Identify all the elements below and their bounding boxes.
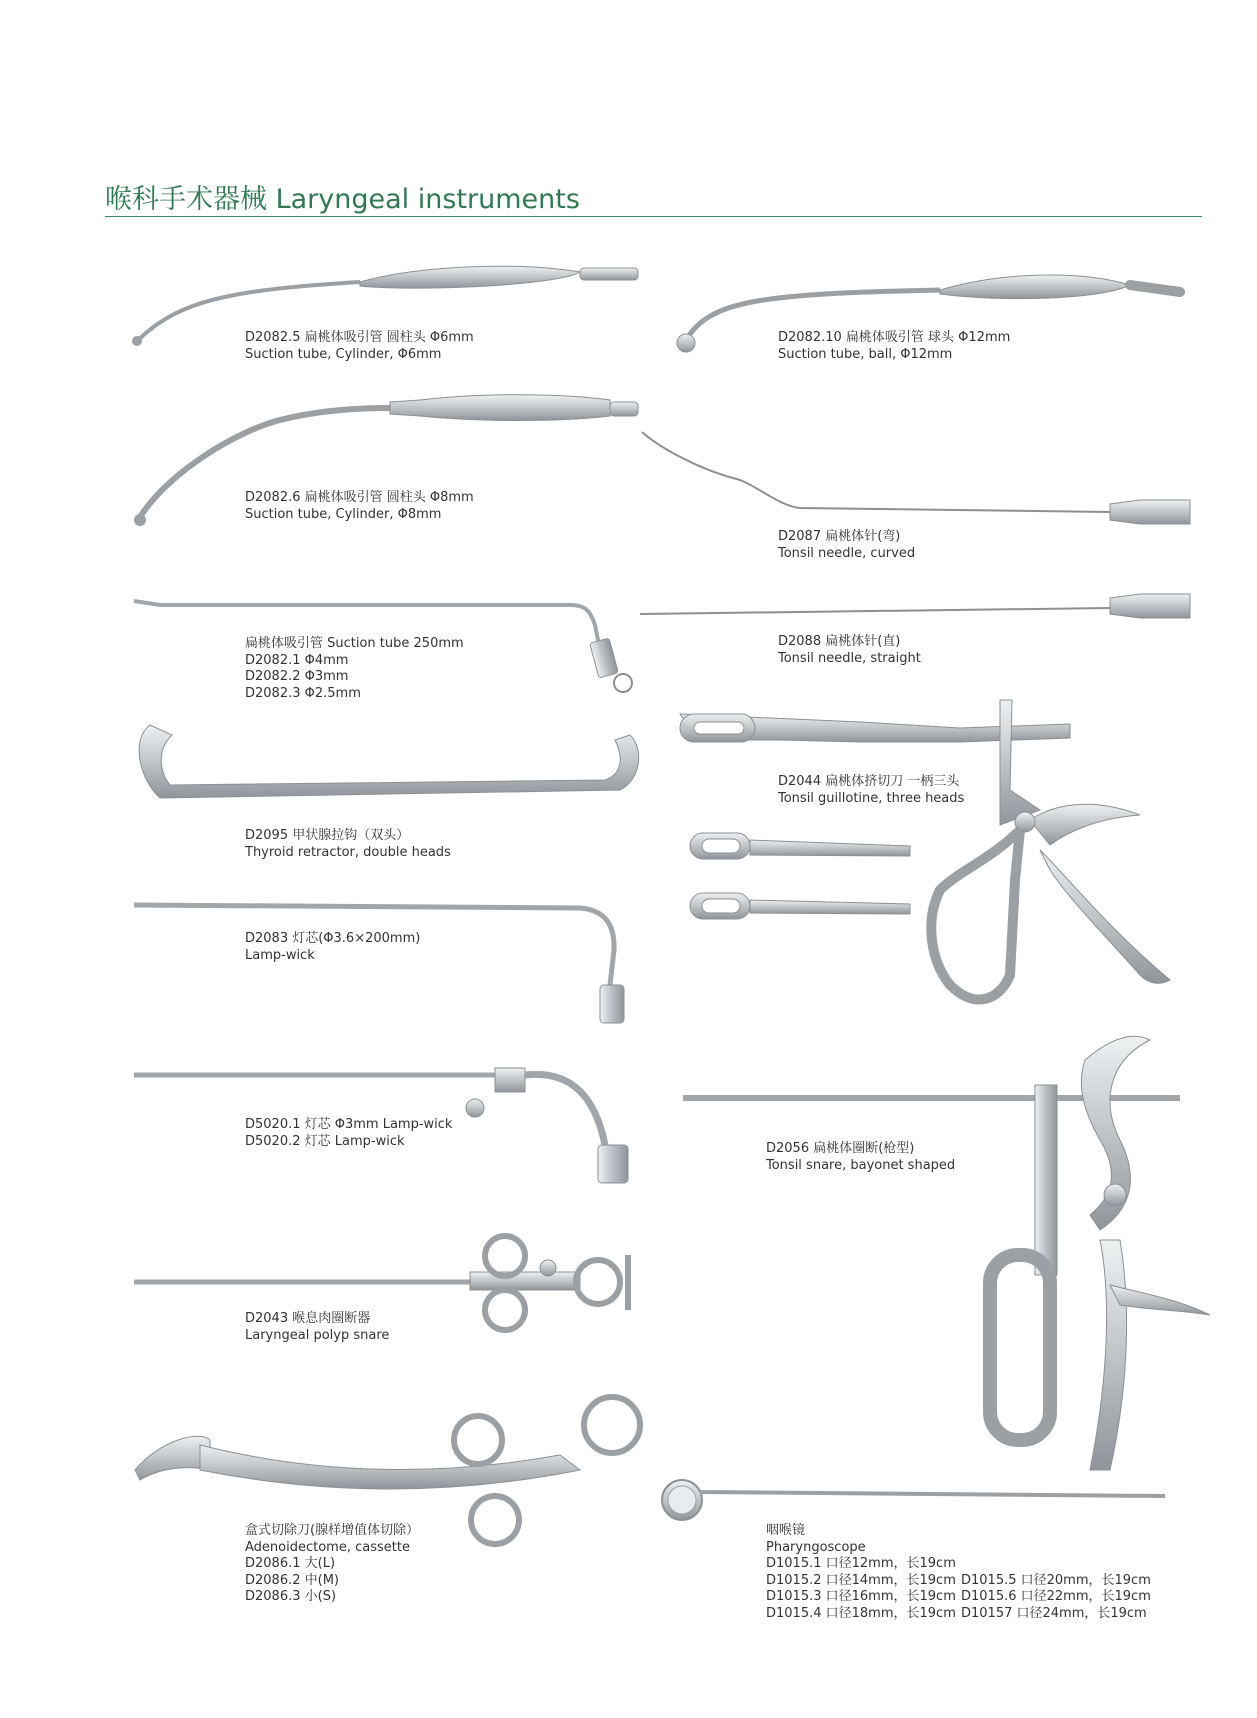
caption-line: D2095 甲状腺拉钩（双头） [245,828,410,843]
caption-line: D2087 扁桃体针(弯) [778,529,901,544]
caption-line: 盒式切除刀(腺样增值体切除） [245,1523,420,1538]
size-cell [961,1556,1151,1573]
caption-pharyngoscope [766,1523,1151,1622]
page-title: 喉科手术器械 Laryngeal instruments [105,184,580,215]
caption-line: D2083 灯芯(Φ3.6×200mm) [245,931,421,946]
guillotine-spare-head-1-image [690,833,910,859]
size-cell: D1015.4 口径18mm，长19cm [766,1605,956,1621]
caption-d2082-6 [245,490,474,523]
caption-line: D2088 扁桃体针(直) [778,634,901,649]
guillotine-spare-head-2-image [690,893,910,919]
caption-d2044 [778,774,964,807]
caption-d2095 [245,828,451,861]
caption-line: 咽喉镜 [766,1523,806,1538]
caption-line: D2082.1 Φ4mm [245,652,349,668]
caption-line: Tonsil guillotine, three heads [778,790,965,806]
caption-line: D2082.10 扁桃体吸引管 球头 Φ12mm [778,330,1011,345]
caption-line: D5020.2 灯芯 Lamp-wick [245,1133,405,1149]
caption-d5020 [245,1117,452,1150]
caption-line: Adenoidectome, cassette [245,1539,410,1555]
caption-line: Laryngeal polyp snare [245,1327,390,1343]
caption-line: D2043 喉息肉圈断器 [245,1311,371,1326]
pharyngoscope-sizes [766,1556,1151,1622]
caption-line: Pharyngoscope [766,1539,866,1555]
tonsil-snare-bayonet-image [683,1036,1210,1470]
size-cell: D1015.3 口径16mm，长19cm [766,1589,956,1604]
thyroid-retractor-image [139,725,639,798]
caption-line: D2086.3 小(S) [245,1589,337,1604]
caption-line: D2086.2 中(M) [245,1572,339,1588]
tonsil-needle-straight-image [640,594,1190,618]
caption-line: Tonsil snare, bayonet shaped [766,1157,956,1173]
size-cell: D1015.5 口径20mm，长19cm [961,1572,1151,1588]
caption-line: Tonsil needle, straight [778,650,921,666]
caption-d2087 [778,529,915,562]
caption-line: D2044 扁桃体挤切刀 一柄三头 [778,774,960,789]
tonsil-needle-curved-image [642,432,1190,524]
size-cell: D10157 口径24mm，长19cm [961,1605,1147,1621]
caption-line: 扁桃体吸引管 Suction tube 250mm [245,636,464,651]
caption-line: D2082.2 Φ3mm [245,669,349,684]
caption-d2056 [766,1141,955,1174]
caption-line: D2056 扁桃体圈断(枪型) [766,1141,915,1156]
caption-suction-tube-250mm [245,636,464,702]
caption-line: D5020.1 灯芯 Φ3mm Lamp-wick [245,1117,453,1132]
caption-d2082-5 [245,330,474,363]
caption-d2088 [778,634,921,667]
caption-d2086 [245,1523,419,1606]
caption-line: Suction tube, Cylinder, Φ8mm [245,506,442,522]
caption-line: D2082.6 扁桃体吸引管 圆柱头 Φ8mm [245,490,474,505]
caption-line: Thyroid retractor, double heads [245,844,451,860]
caption-d2083 [245,931,420,964]
caption-line: Suction tube, ball, Φ12mm [778,346,953,362]
pharyngoscope-image [662,1480,1165,1520]
adenoidectome-image [135,1397,640,1544]
size-cell: D1015.6 口径22mm，长19cm [961,1589,1151,1604]
caption-line: Suction tube, Cylinder, Φ6mm [245,346,442,362]
size-cell: D1015.1 口径12mm，长19cm [766,1556,956,1571]
caption-line: Lamp-wick [245,947,315,963]
lamp-wick-image [134,905,624,1023]
caption-line: D2086.1 大(L) [245,1556,336,1571]
caption-line: D2082.3 Φ2.5mm [245,685,361,701]
size-cell: D1015.2 口径14mm，长19cm [766,1572,956,1588]
caption-d2082-10 [778,330,1010,363]
caption-d2043 [245,1311,389,1344]
caption-line: Tonsil needle, curved [778,545,916,561]
caption-line: D2082.5 扁桃体吸引管 圆柱头 Φ6mm [245,330,474,345]
